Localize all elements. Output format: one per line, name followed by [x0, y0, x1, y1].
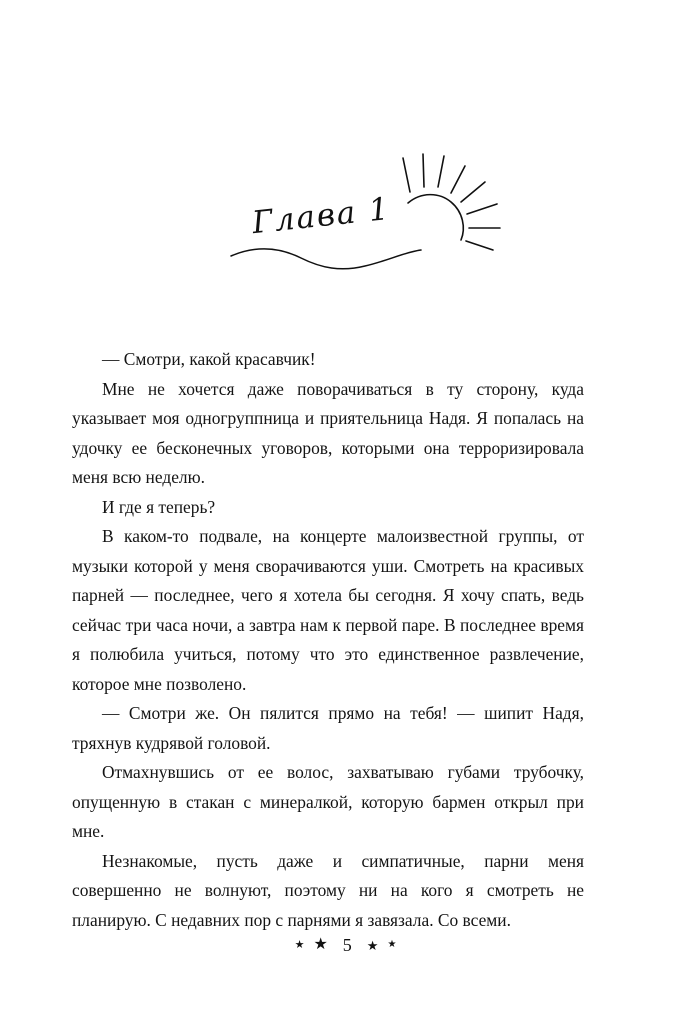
- star-icon: ★: [313, 936, 328, 953]
- chapter-title: Глава 1: [250, 190, 393, 242]
- paragraph: Мне не хочется даже поворачиваться в ту сторону, куда указывает моя одногруппница и приятельница Надя. Я попалась на удочку ее бесконечных уговоров, которыми она терроризировала меня всю неделю.: [72, 378, 584, 487]
- page-number: 5: [342, 934, 352, 955]
- paragraph: И где я теперь?: [102, 496, 216, 517]
- page-footer: [0, 925, 691, 965]
- paragraph: В каком-то подвале, на концерте малоизвестной группы, от музыки которой у меня сворачиваются уши. Смотреть на красивых парней — последнее, чего я хотела бы сегодня. Я хочу спать, ведь сейчас три часа ночи, а завтра нам к первой паре. В последнее время я полюбила учиться, потому что это единственное развлечение, которое мне позволено.: [72, 526, 584, 694]
- paragraph: Отмахнувшись от ее волос, захватываю губами трубочку, опущенную в стакан с минералкой, которую бармен открыл при мне.: [72, 762, 584, 841]
- paragraph: — Смотри же. Он пялится прямо на тебя! — шипит Надя, тряхнув кудрявой головой.: [72, 703, 584, 753]
- star-icon: ★: [387, 939, 397, 950]
- star-icon: ★: [366, 937, 379, 953]
- star-icon: ★: [294, 938, 305, 951]
- chapter-header: [0, 140, 691, 300]
- hand-drawn-underline-icon: [231, 249, 421, 269]
- body-text: [72, 345, 584, 935]
- paragraph: — Смотри, какой красавчик!: [102, 349, 316, 369]
- paragraph: Незнакомые, пусть даже и симпатичные, парни меня совершенно не волнуют, поэтому ни на кого я смотреть не планирую. С недавних пор с парнями я завязала. Со всеми.: [72, 850, 584, 930]
